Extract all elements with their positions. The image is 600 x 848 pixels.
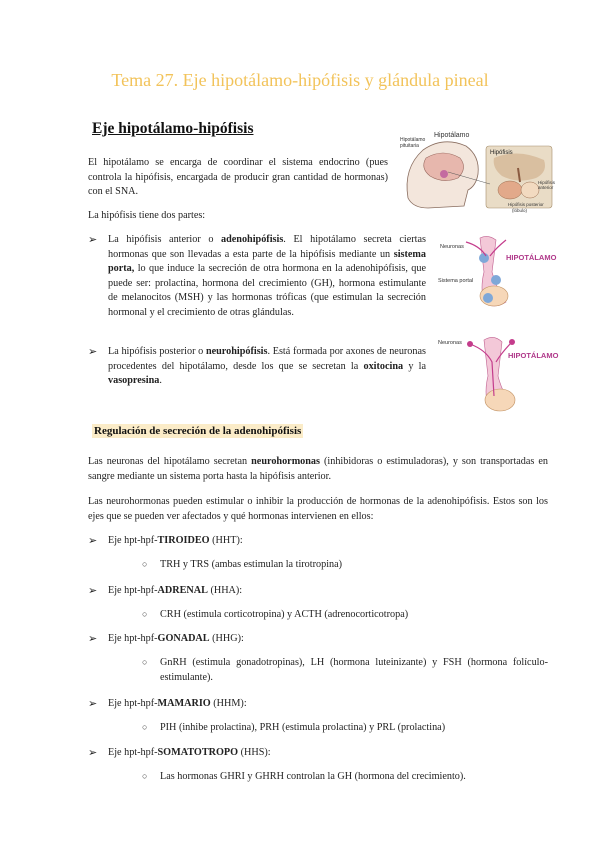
fig1-label-r3: Hipófisis posterior — [508, 202, 544, 207]
figure-hipotalamo-hipofisis — [398, 128, 558, 216]
axis-code: (HHM): — [210, 698, 247, 709]
section-heading-eje: Eje hipotálamo-hipófisis — [92, 120, 254, 137]
axis-name: ADRENAL — [157, 585, 208, 596]
axis-code: (HHG): — [209, 633, 244, 644]
paragraph-ejes: Las neurohormonas pueden estimular o inhibir la producción de hormonas de la adenohipófisis. Estos son los ejes que se pueden ver afectados y qué hormonas intervienen en ellos: — [88, 496, 548, 522]
paragraph-intro-text: El hipotálamo se encarga de coordinar el sistema endocrino (pues controla la hipófisis, encargada de producir gran cantidad de hormonas) con el SNA. — [88, 157, 388, 198]
fig1-label-r4: (lóbulo) — [512, 208, 528, 213]
axis-code: (HHT): — [209, 535, 243, 546]
fig3-label-hipotalamo: HIPOTÁLAMO — [508, 351, 559, 360]
fig2-label-sistema: Sistema portal — [438, 278, 474, 284]
fig1-label-r2: anterior — [538, 185, 554, 190]
b2-text-3: . Está formada por axones de neuronas procedentes del hipotálamo, desde los que se secretan la — [108, 346, 426, 372]
b1-bold-adenohipofisis: adenohipófisis — [221, 234, 284, 245]
axis-arrow: ➢ — [88, 585, 98, 597]
axis-hormones: GnRH (estimula gonadotropinas), LH (hormona luteinizante) y FSH (hormona folículo-estimulante). — [160, 657, 548, 683]
b1-text-1: La hipófisis anterior o — [108, 234, 222, 245]
paragraph-neurohormonas — [88, 455, 548, 484]
fig1-label-hipofisis: Hipófisis — [490, 150, 513, 156]
sub-bullet-circle: ○ — [142, 609, 148, 619]
b2-text-1: La hipófisis posterior o — [108, 346, 206, 357]
axis-arrow: ➢ — [88, 698, 98, 710]
b2-text-5: y la — [403, 360, 426, 372]
sub-bullet-circle: ○ — [142, 722, 148, 732]
b2-text-7: . — [159, 375, 162, 387]
b2-bold-vasopresina: vasopresina — [108, 375, 160, 387]
axis-item — [108, 746, 548, 761]
axis-hormones: Las hormonas GHRI y GHRH controlan la GH (hormona del crecimiento). — [160, 771, 466, 782]
b2-bold-neurohipofisis: neurohipófisis — [205, 346, 268, 357]
figure-sistema-porta — [436, 232, 557, 312]
b2-bold-oxitocina: oxitocina — [363, 360, 404, 372]
axis-prefix: Eje hpt-hpf- — [108, 535, 158, 546]
bullet-neurohipofisis — [108, 345, 426, 389]
fig2-label-neuronas: Neuronas — [440, 244, 464, 250]
sub-bullet-circle: ○ — [142, 657, 148, 667]
axis-prefix: Eje hpt-hpf- — [108, 633, 158, 644]
s2p1-bold-neurohormonas: neurohormonas — [251, 456, 320, 467]
axis-name: SOMATOTROPO — [157, 747, 239, 758]
paragraph-partes: La hipófisis tiene dos partes: — [88, 210, 206, 221]
page-title: Tema 27. Eje hipotálamo-hipófisis y glándula pineal — [111, 70, 489, 90]
axis-name: GONADAL — [157, 633, 210, 644]
b1-text-3: . El hipotálamo secreta ciertas hormonas que son llevadas a esta parte de la hipófisis mediante un — [108, 234, 426, 260]
section-heading-regulacion: Regulación de secreción de la adenohipófisis — [94, 425, 302, 437]
bullet-arrow: ➢ — [88, 234, 98, 246]
axis-item — [108, 632, 548, 647]
axis-arrow: ➢ — [88, 535, 98, 547]
fig1-label-left2: pituitaria — [400, 143, 419, 149]
fig2-label-hipotalamo: HIPOTÁLAMO — [506, 253, 557, 262]
fig1-label-hipotalamo: Hipotálamo — [434, 132, 470, 139]
axis-hormones: CRH (estimula corticotropina) y ACTH (adrenocorticotropa) — [160, 609, 409, 620]
axis-prefix: Eje hpt-hpf- — [108, 585, 158, 596]
axis-arrow: ➢ — [88, 633, 98, 645]
axis-code: (HHA): — [207, 585, 243, 596]
bullet-adenohipofisis — [108, 233, 426, 321]
axis-item — [108, 697, 548, 712]
fig1-label-r1: Hipófisis — [538, 180, 556, 185]
axis-name: MAMARIO — [157, 698, 211, 709]
axis-prefix: Eje hpt-hpf- — [108, 698, 158, 709]
axis-prefix: Eje hpt-hpf- — [108, 747, 158, 758]
axis-hormones: PIH (inhibe prolactina), PRH (estimula prolactina) y PRL (prolactina) — [160, 722, 446, 733]
paragraph-intro — [88, 156, 388, 200]
axis-item — [108, 584, 548, 599]
axis-hormones: TRH y TRS (ambas estimulan la tirotropina) — [160, 559, 343, 570]
fig3-label-neuronas: Neuronas — [438, 340, 462, 346]
sub-bullet-circle: ○ — [142, 559, 148, 569]
figure-neurohipofisis — [436, 332, 559, 416]
fig1-label-left: Hipotálamo — [400, 137, 426, 143]
sub-bullet-circle: ○ — [142, 771, 148, 781]
b1-text-5: lo que induce la secreción de otra hormona en la adenohipófisis, que puede ser: prolactina, hormona del crecimiento (GH), hormona estimulante de melanocitos (MSH) y las hormonas tróficas (que estimulan la secreción hormonal y el crecimiento de otras glándulas. — [108, 263, 426, 318]
axis-item — [108, 534, 548, 549]
s2p1-text-1: Las neuronas del hipotálamo secretan — [88, 456, 252, 467]
s2p1-text-3: (inhibidoras o estimuladoras), y son transportadas en sangre mediante un sistema porta hasta la hipófisis anterior. — [88, 456, 548, 482]
bullet-arrow: ➢ — [88, 346, 98, 358]
axis-code: (HHS): — [238, 747, 271, 758]
axis-arrow: ➢ — [88, 747, 98, 759]
b1-bold-sistema-porta: sistema porta, — [108, 248, 426, 275]
axis-name: TIROIDEO — [157, 535, 210, 546]
